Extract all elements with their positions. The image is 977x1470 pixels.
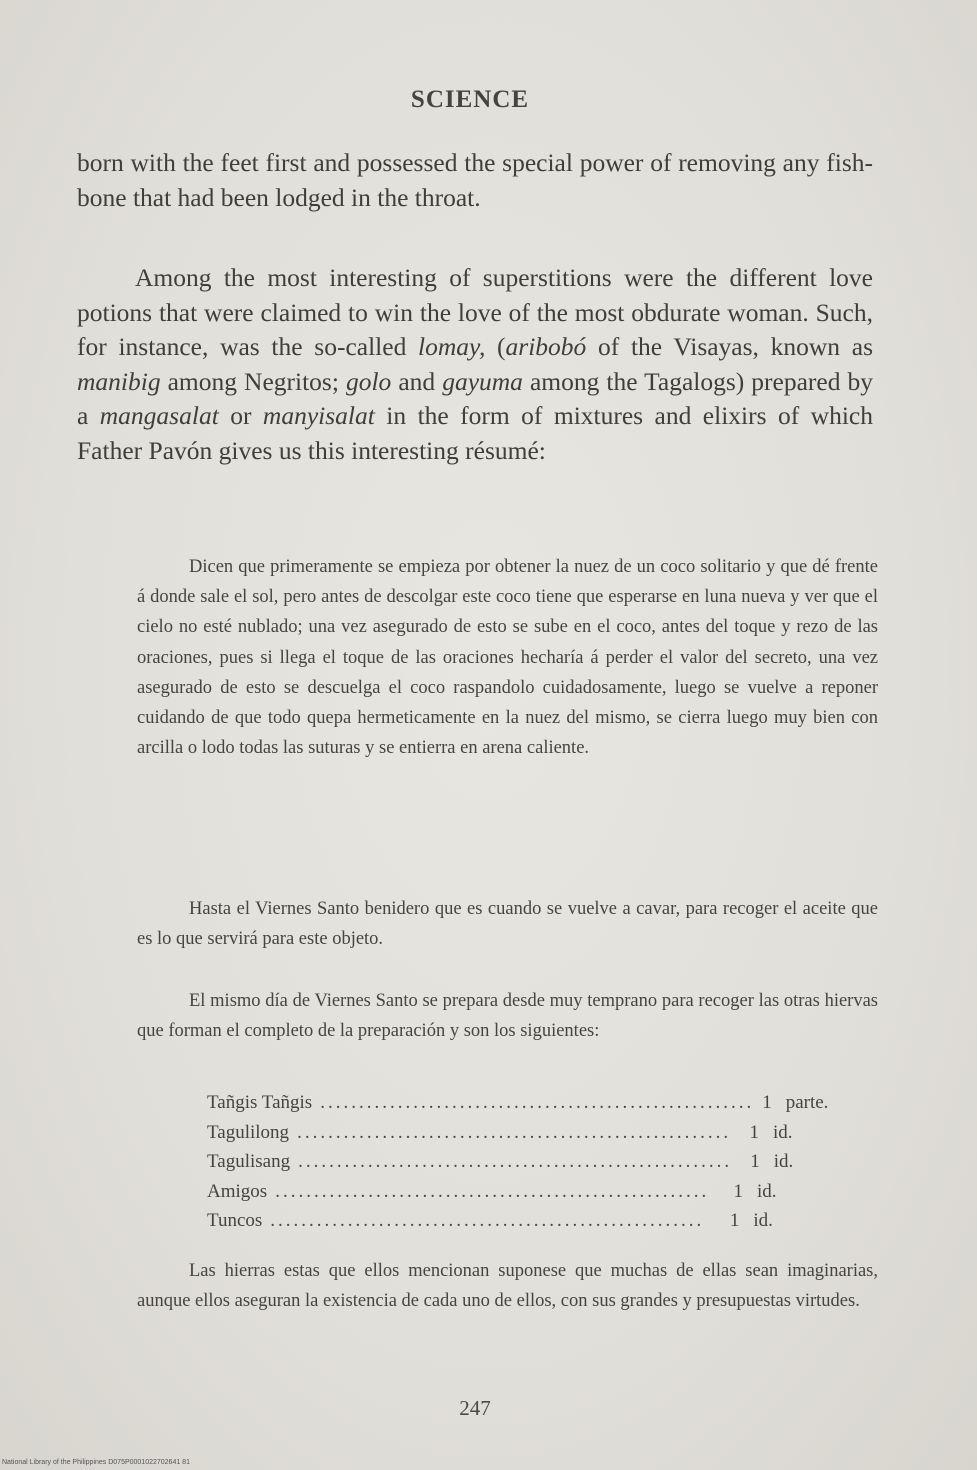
term-mangasalat: mangasalat [99,401,219,430]
page-number: 247 [459,1396,491,1420]
term-manibig: manibig [77,366,161,396]
scan-credit: National Library of the Philippines D075P0001022702641 81 [2,1459,190,1466]
herb-quantity: 1 [750,1151,760,1172]
herb-name: Tañgis Tañgis [207,1092,313,1113]
herb-row [207,1151,827,1181]
herb-quantity: 1 [729,1210,740,1231]
herb-name: Tuncos [207,1210,263,1231]
herb-quantity: 1 [749,1121,759,1143]
herb-name: Tagulisang [207,1151,291,1172]
term-golo: golo [345,366,392,396]
text-span: of the Visayas, known as [586,332,873,361]
herb-unit: id. [753,1210,773,1231]
herb-unit: id. [773,1151,794,1172]
quote-text: Las hierras estas que ellos mencionan suponese que muchas de ellas sean imaginarias, aunque ellos aseguran la existencia de cada uno de ellos, con sus grandes y presupuestas virtudes. [137,1261,878,1312]
herb-unit: parte. [785,1092,829,1113]
term-lomay: lomay, [418,332,486,361]
paragraph-2 [77,261,873,468]
herb-row [207,1210,827,1240]
text-span: ( [485,332,506,361]
quote-paragraph-4 [137,1256,878,1316]
herb-quantity: 1 [733,1180,743,1202]
quote-text: Hasta el Viernes Santo benidero que es cuando se vuelve a cavar, para recoger el aceite que es lo que servirá para este objeto. [137,899,878,950]
herb-unit: id. [772,1121,793,1143]
text-span: among the Tagalogs) prepared by a [77,366,873,430]
text-span: Among the most interesting of superstitions were the different love potions that were claimed to win the love of the most obdurate woman. Such, for instance, was the so-called [77,263,873,361]
term-gayuma: gayuma [442,366,523,396]
quote-paragraph-3 [137,986,878,1046]
running-title: SCIENCE [410,86,530,113]
herb-name: Tagulilong [207,1121,290,1143]
paragraph-1-text: born with the feet first and possessed the special power of removing any fish-bone that had been lodged in the throat. [77,148,873,212]
quote-text: Dicen que primeramente se empieza por obtener la nuez de un coco solitario y que dé frente á donde sale el sol, pero antes de descolgar este coco tiene que esperarse en luna nueva y ver que el cielo no esté nublado; una vez asegurado de esto se sube en el coco, antes del toque y rezo de las oraciones, pues si llega el toque de las oraciones hecharía á perder el valor del secreto, una vez asegurado de esto se descuelga el coco raspandolo cuidadosamente, luego se vuelve a reponer cuidando de que todo quepa hermeticamente en la nuez del mismo, se cierra luego muy bien con arcilla o lodo todas las suturas y se entierra en arena caliente. [137,557,878,759]
leader-dots: ........................................................ [320,1092,755,1113]
text-span: or [218,401,263,430]
herb-row [207,1122,827,1152]
quote-text: El mismo día de Viernes Santo se prepara desde muy temprano para recoger las otras hiervas que forman el completo de la preparación y son los siguientes: [137,991,878,1042]
herb-name: Amigos [207,1180,268,1202]
term-aribobo: aribobó [505,332,587,361]
text-span: among Negritos; [160,366,346,396]
herb-quantity: 1 [762,1092,772,1113]
leader-dots: ........................................................ [270,1210,705,1231]
leader-dots: ........................................................ [297,1121,732,1143]
paragraph-2-text [77,261,873,468]
herb-row [207,1181,827,1211]
text-span: and [391,366,443,396]
quote-paragraph-1 [137,552,878,763]
term-manyisalat: manyisalat [262,401,375,430]
leader-dots: ........................................................ [298,1151,733,1172]
leader-dots: ........................................................ [275,1180,710,1202]
herb-row [207,1092,827,1122]
paragraph-1 [77,146,873,215]
text-span: in the form of mixtures and elixirs of which Father Pavón gives us this interesting résumé: [77,401,873,465]
herb-list [207,1092,827,1240]
quote-paragraph-2 [137,894,878,954]
herb-unit: id. [756,1180,777,1202]
